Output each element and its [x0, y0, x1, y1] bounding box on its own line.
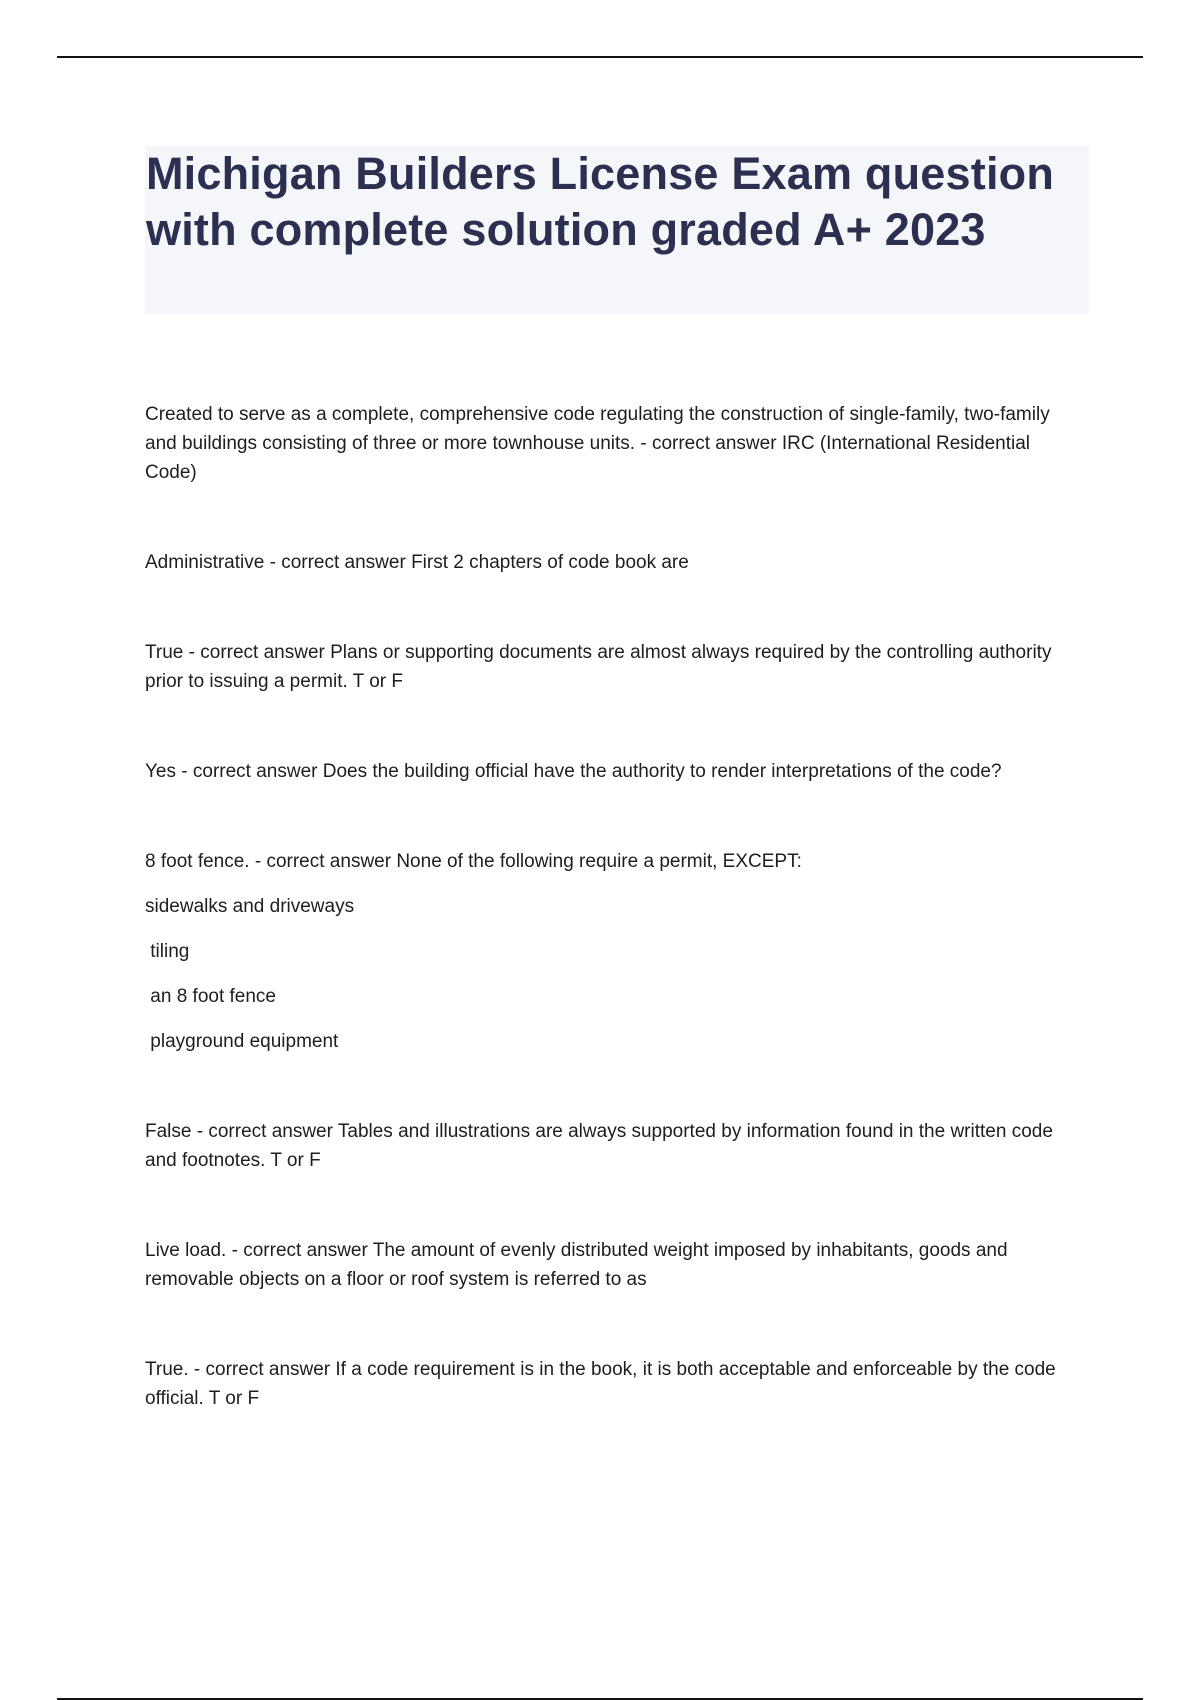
- question-item: True. - correct answer If a code requirement is in the book, it is both acceptable and enforceable by the code official. T or F: [145, 1359, 1056, 1409]
- title-box: [145, 146, 1089, 314]
- document-title: Michigan Builders License Exam question with complete solution graded A+ 2023: [146, 148, 1055, 255]
- question-item: Administrative - correct answer First 2 chapters of code book are: [145, 552, 689, 573]
- question-item: Created to serve as a complete, comprehensive code regulating the construction of single-family, two-family and buildings consisting of three or more townhouse units. - correct answer IRC (International Residential Code): [145, 404, 1050, 483]
- option-item: sidewalks and driveways: [145, 896, 355, 917]
- question-item: False - correct answer Tables and illustrations are always supported by information found in the written code and footnotes. T or F: [145, 1121, 1053, 1171]
- question-list: [145, 400, 1080, 1413]
- top-rule: [57, 56, 1143, 58]
- option-item: an 8 foot fence: [145, 986, 276, 1007]
- answer-options: [145, 892, 1080, 1056]
- question-item: 8 foot fence. - correct answer None of the following require a permit, EXCEPT:: [145, 851, 802, 872]
- question-item: Live load. - correct answer The amount of evenly distributed weight imposed by inhabitants, goods and removable objects on a floor or roof system is referred to as: [145, 1240, 1008, 1290]
- question-item: Yes - correct answer Does the building official have the authority to render interpretations of the code?: [145, 761, 1002, 782]
- option-item: tiling: [145, 941, 190, 962]
- option-item: playground equipment: [145, 1031, 339, 1052]
- question-item: True - correct answer Plans or supporting documents are almost always required by the controlling authority prior to issuing a permit. T or F: [145, 642, 1052, 692]
